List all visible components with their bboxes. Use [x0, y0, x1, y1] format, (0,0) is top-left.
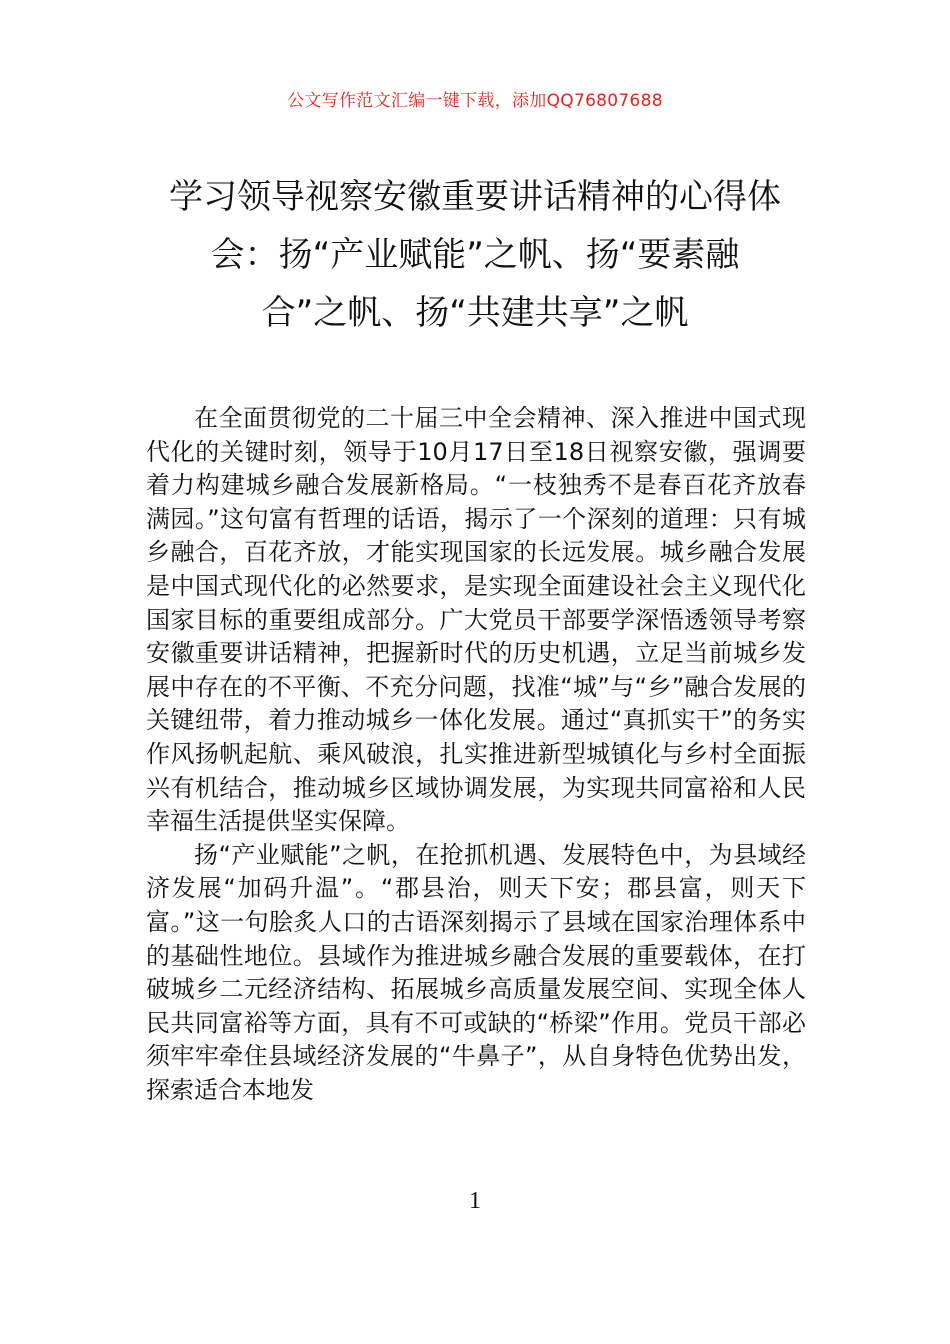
document-body	[146, 402, 806, 1107]
paragraph-intro: 在全面贯彻党的二十届三中全会精神、深入推进中国式现代化的关键时刻，领导于10月17日至18日视察安徽，强调要着力构建城乡融合发展新格局。“一枝独秀不是春百花齐放春满园。”这句富有哲理的话语，揭示了一个深刻的道理：只有城乡融合，百花齐放，才能实现国家的长远发展。城乡融合发展是中国式现代化的必然要求，是实现全面建设社会主义现代化国家目标的重要组成部分。广大党员干部要学深悟透领导考察安徽重要讲话精神，把握新时代的历史机遇，立足当前城乡发展中存在的不平衡、不充分问题，找准“城”与“乡”融合发展的关键纽带，着力推动城乡一体化发展。通过“真抓实干”的务实作风扬帆起航、乘风破浪，扎实推进新型城镇化与乡村全面振兴有机结合，推动城乡区域协调发展，为实现共同富裕和人民幸福生活提供坚实保障。	[146, 404, 806, 836]
header-download-note: 公文写作范文汇编一键下载，添加QQ76807688	[287, 91, 663, 111]
title-line-1: 学习领导视察安徽重要讲话精神的心得体	[169, 177, 781, 217]
paragraph-industry-empowerment: 扬“产业赋能”之帆，在抢抓机遇、发展特色中，为县域经济发展“加码升温”。“郡县治，则天下安；郡县富，则天下富。”这一句脍炙人口的古语深刻揭示了县域在国家治理体系中的基础性地位。县域作为推进城乡融合发展的重要载体，在打破城乡二元经济结构、拓展城乡高质量发展空间、实现全体人民共同富裕等方面，具有不可或缺的“桥梁”作用。党员干部必须牢牢牵住县域经济发展的“牛鼻子”，从自身特色优势出发，探索适合本地发	[146, 840, 806, 1104]
title-line-2: 会：扬“产业赋能”之帆、扬“要素融	[210, 235, 740, 275]
document-title	[150, 168, 800, 342]
page-number: 1	[469, 1188, 481, 1214]
title-line-3: 合”之帆、扬“共建共享”之帆	[261, 293, 689, 333]
